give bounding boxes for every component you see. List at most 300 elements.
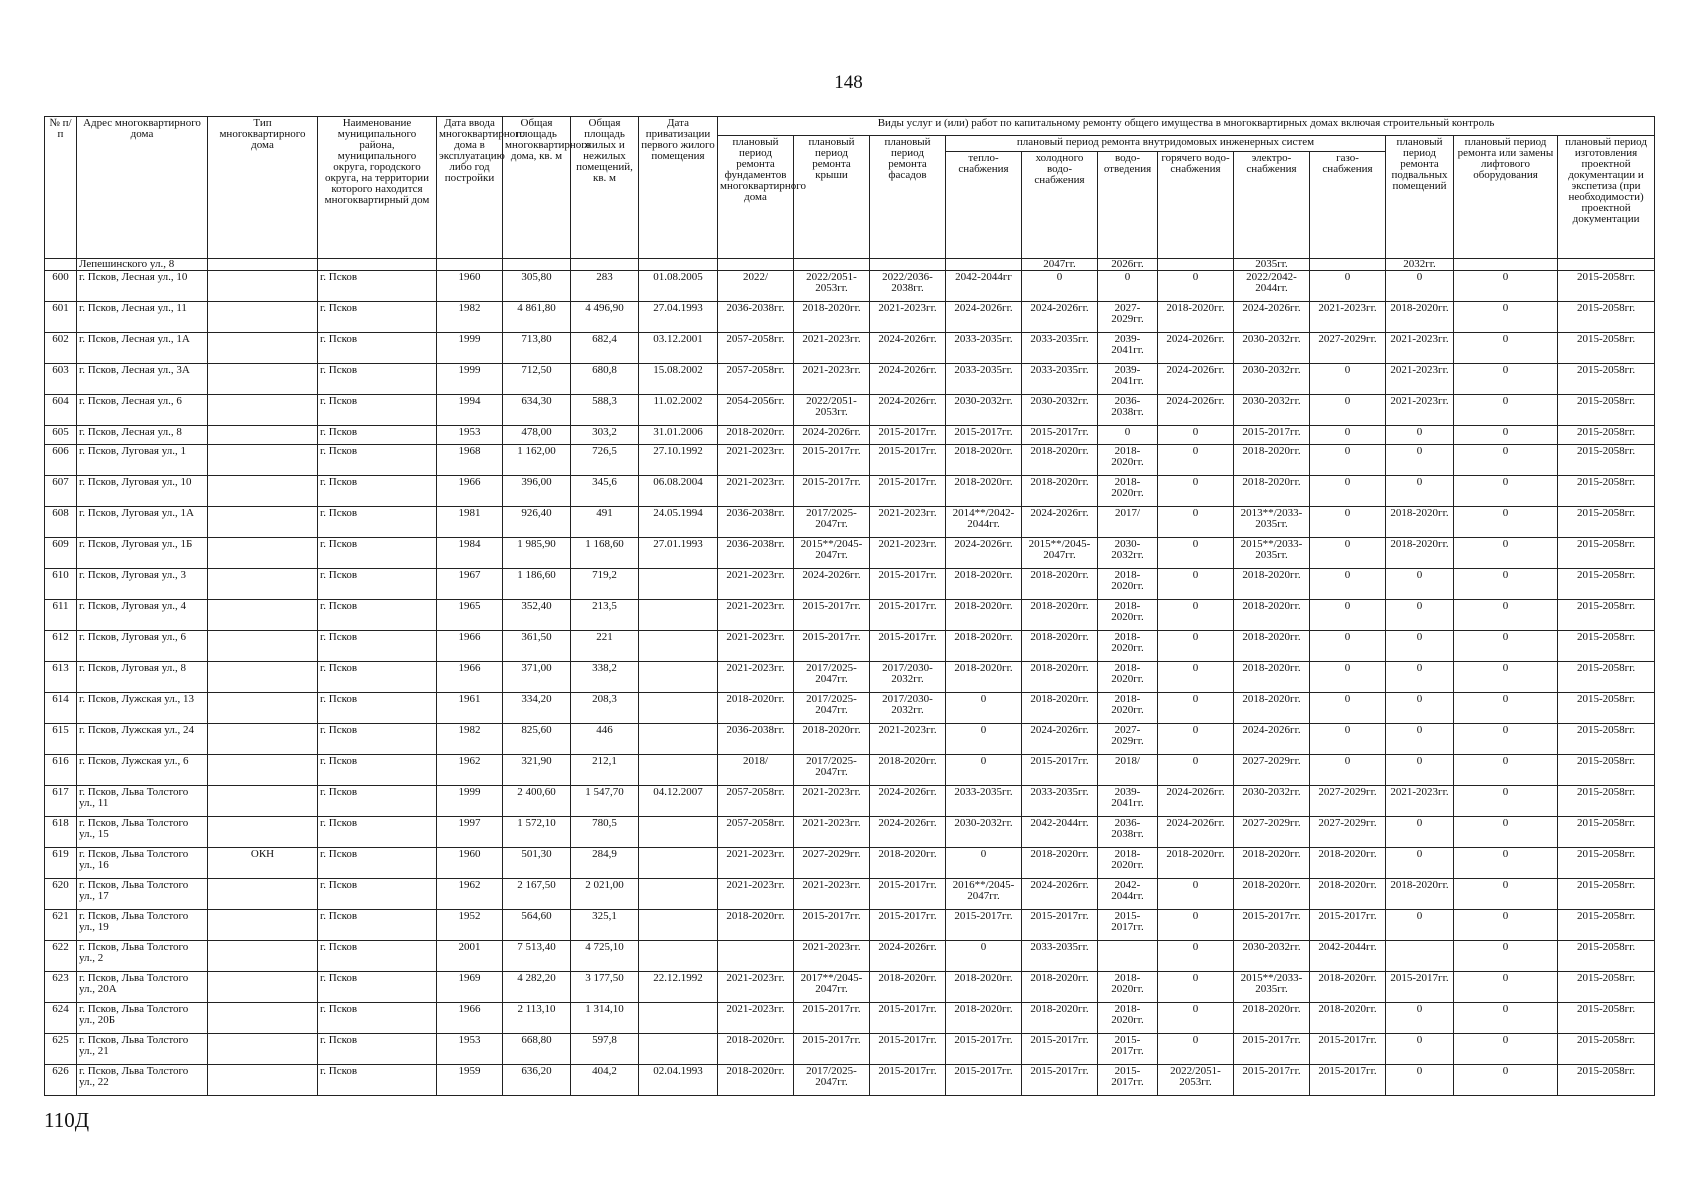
cell-electric: 2018-2020гг.: [1234, 879, 1310, 910]
cell-total-area: 396,00: [503, 476, 571, 507]
cell-electric: 2022/2042-2044гг.: [1234, 271, 1310, 302]
cell-hot-water: 0: [1158, 538, 1234, 569]
cell-foundation: 2018-2020гг.: [718, 693, 794, 724]
cell-total-area: 501,30: [503, 848, 571, 879]
cell-electric: 2015-2017гг.: [1234, 1065, 1310, 1096]
cell-project-docs: 2015-2058гг.: [1558, 364, 1655, 395]
cell-gas: 2021-2023гг.: [1310, 302, 1386, 333]
cell-heat: 2033-2035гг.: [946, 786, 1022, 817]
cell-gas: 2027-2029гг.: [1310, 786, 1386, 817]
cell-basement: 0: [1386, 1034, 1454, 1065]
cell-basement: 0: [1386, 600, 1454, 631]
cell-cold-water: 2018-2020гг.: [1022, 445, 1098, 476]
cell-gas: 0: [1310, 445, 1386, 476]
cell-municipality: г. Псков: [318, 1065, 437, 1096]
cell-gas: 0: [1310, 395, 1386, 426]
cell-elevator: 0: [1454, 1065, 1558, 1096]
cell-privatization: 02.04.1993: [639, 1065, 718, 1096]
cell-electric: 2030-2032гг.: [1234, 941, 1310, 972]
cell-privatization: [639, 848, 718, 879]
cell-drainage: 2036-2038гг.: [1098, 395, 1158, 426]
cell-basement: 0: [1386, 476, 1454, 507]
cell-facade: 2015-2017гг.: [870, 569, 946, 600]
cell-gas: 2018-2020гг.: [1310, 972, 1386, 1003]
cell-address: г. Псков, Лужская ул., 13: [77, 693, 208, 724]
cell-living-area: 4 496,90: [571, 302, 639, 333]
cell-num: 619: [45, 848, 77, 879]
cell-type: [208, 259, 318, 271]
cell-basement: 2021-2023гг.: [1386, 333, 1454, 364]
cell-total-area: 636,20: [503, 1065, 571, 1096]
header-municipality: Наименование муниципального района, муниципального округа, городского округа, на территории которого находится многоквартирный дом: [318, 117, 437, 259]
cell-roof: 2018-2020гг.: [794, 302, 870, 333]
cell-heat: 2016**/2045-2047гг.: [946, 879, 1022, 910]
cell-foundation: [718, 941, 794, 972]
cell-total-area: 1 162,00: [503, 445, 571, 476]
cell-project-docs: 2015-2058гг.: [1558, 786, 1655, 817]
cell-heat: 2033-2035гг.: [946, 364, 1022, 395]
cell-electric: 2018-2020гг.: [1234, 600, 1310, 631]
cell-project-docs: 2015-2058гг.: [1558, 724, 1655, 755]
cell-cold-water: 2018-2020гг.: [1022, 476, 1098, 507]
cell-num: 610: [45, 569, 77, 600]
cell-facade: 2024-2026гг.: [870, 395, 946, 426]
cell-hot-water: 0: [1158, 1003, 1234, 1034]
cell-foundation: 2021-2023гг.: [718, 600, 794, 631]
table-row: [45, 879, 1655, 910]
cell-elevator: 0: [1454, 271, 1558, 302]
cell-electric: 2018-2020гг.: [1234, 693, 1310, 724]
cell-heat: 2015-2017гг.: [946, 1065, 1022, 1096]
cell-address: г. Псков, Льва Толстого ул., 11: [77, 786, 208, 817]
cell-cold-water: 2042-2044гг.: [1022, 817, 1098, 848]
cell-year: 1966: [437, 631, 503, 662]
cell-project-docs: 2015-2058гг.: [1558, 1034, 1655, 1065]
cell-total-area: 668,80: [503, 1034, 571, 1065]
cell-privatization: [639, 1003, 718, 1034]
cell-year: 1982: [437, 724, 503, 755]
cell-heat: 2024-2026гг.: [946, 538, 1022, 569]
cell-total-area: 371,00: [503, 662, 571, 693]
cell-roof: 2021-2023гг.: [794, 941, 870, 972]
cell-gas: 0: [1310, 271, 1386, 302]
header-living-area: Общая площадь жилых и нежилых помещений, кв. м: [571, 117, 639, 259]
cell-year: 1984: [437, 538, 503, 569]
cell-gas: 0: [1310, 538, 1386, 569]
cell-project-docs: 2015-2058гг.: [1558, 693, 1655, 724]
cell-facade: 2024-2026гг.: [870, 786, 946, 817]
cell-type: [208, 786, 318, 817]
cell-total-area: 825,60: [503, 724, 571, 755]
cell-drainage: 2030-2032гг.: [1098, 538, 1158, 569]
cell-num: 624: [45, 1003, 77, 1034]
cell-facade: 2015-2017гг.: [870, 476, 946, 507]
cell-type: [208, 364, 318, 395]
cell-roof: 2021-2023гг.: [794, 364, 870, 395]
cell-year: 1999: [437, 364, 503, 395]
header-drainage: водо-отведения: [1098, 152, 1158, 259]
cell-facade: 2021-2023гг.: [870, 302, 946, 333]
cell-foundation: 2021-2023гг.: [718, 848, 794, 879]
cell-hot-water: 0: [1158, 879, 1234, 910]
cell-num: 609: [45, 538, 77, 569]
cell-roof: 2015-2017гг.: [794, 910, 870, 941]
cell-gas: 0: [1310, 426, 1386, 445]
cell-cold-water: 2018-2020гг.: [1022, 662, 1098, 693]
cell-elevator: 0: [1454, 600, 1558, 631]
cell-num: 618: [45, 817, 77, 848]
table-body: [45, 259, 1655, 1096]
cell-type: [208, 879, 318, 910]
cell-address: г. Псков, Лесная ул., 10: [77, 271, 208, 302]
cell-hot-water: 0: [1158, 693, 1234, 724]
cell-project-docs: 2015-2058гг.: [1558, 507, 1655, 538]
cell-basement: 0: [1386, 848, 1454, 879]
cell-privatization: [639, 910, 718, 941]
cell-living-area: 404,2: [571, 1065, 639, 1096]
cell-heat: 2018-2020гг.: [946, 631, 1022, 662]
cell-drainage: 2039-2041гг.: [1098, 786, 1158, 817]
cell-facade: 2015-2017гг.: [870, 1003, 946, 1034]
header-address: Адрес многоквартирного дома: [77, 117, 208, 259]
header-cold-water: холодного водо-снабжения: [1022, 152, 1098, 259]
cell-facade: 2017/2030-2032гг.: [870, 662, 946, 693]
cell-municipality: г. Псков: [318, 755, 437, 786]
cell-cold-water: 2047гг.: [1022, 259, 1098, 271]
cell-address: г. Псков, Льва Толстого ул., 17: [77, 879, 208, 910]
cell-facade: 2015-2017гг.: [870, 631, 946, 662]
cell-type: [208, 445, 318, 476]
cell-address: г. Псков, Льва Толстого ул., 16: [77, 848, 208, 879]
cell-elevator: 0: [1454, 910, 1558, 941]
cell-electric: 2018-2020гг.: [1234, 1003, 1310, 1034]
cell-hot-water: 2024-2026гг.: [1158, 395, 1234, 426]
cell-facade: 2015-2017гг.: [870, 426, 946, 445]
header-num: № п/п: [45, 117, 77, 259]
cell-elevator: 0: [1454, 476, 1558, 507]
cell-project-docs: 2015-2058гг.: [1558, 817, 1655, 848]
cell-roof: 2017**/2045-2047гг.: [794, 972, 870, 1003]
table-row: [45, 724, 1655, 755]
cell-cold-water: 2033-2035гг.: [1022, 941, 1098, 972]
cell-hot-water: 0: [1158, 755, 1234, 786]
cell-basement: 0: [1386, 271, 1454, 302]
cell-num: 616: [45, 755, 77, 786]
cell-basement: 0: [1386, 631, 1454, 662]
cell-foundation: 2018-2020гг.: [718, 426, 794, 445]
cell-elevator: 0: [1454, 1003, 1558, 1034]
cell-project-docs: [1558, 259, 1655, 271]
cell-elevator: 0: [1454, 1034, 1558, 1065]
cell-living-area: 1 168,60: [571, 538, 639, 569]
cell-num: 600: [45, 271, 77, 302]
table-row: [45, 364, 1655, 395]
cell-hot-water: 2024-2026гг.: [1158, 817, 1234, 848]
cell-cold-water: 2018-2020гг.: [1022, 1003, 1098, 1034]
cell-type: [208, 538, 318, 569]
cell-hot-water: [1158, 259, 1234, 271]
cell-basement: [1386, 941, 1454, 972]
table-row: [45, 445, 1655, 476]
cell-foundation: 2036-2038гг.: [718, 538, 794, 569]
cell-facade: 2021-2023гг.: [870, 538, 946, 569]
cell-living-area: 719,2: [571, 569, 639, 600]
cell-living-area: 726,5: [571, 445, 639, 476]
cell-address: г. Псков, Льва Толстого ул., 21: [77, 1034, 208, 1065]
cell-drainage: 2015-2017гг.: [1098, 1034, 1158, 1065]
cell-facade: 2015-2017гг.: [870, 910, 946, 941]
cell-project-docs: 2015-2058гг.: [1558, 910, 1655, 941]
cell-drainage: 0: [1098, 271, 1158, 302]
cell-heat: 0: [946, 941, 1022, 972]
cell-gas: 2015-2017гг.: [1310, 1065, 1386, 1096]
cell-gas: 2027-2029гг.: [1310, 817, 1386, 848]
cell-address: г. Псков, Лужская ул., 24: [77, 724, 208, 755]
cell-cold-water: 2033-2035гг.: [1022, 364, 1098, 395]
cell-gas: 0: [1310, 693, 1386, 724]
cell-project-docs: 2015-2058гг.: [1558, 879, 1655, 910]
cell-municipality: г. Псков: [318, 364, 437, 395]
cell-project-docs: 2015-2058гг.: [1558, 941, 1655, 972]
cell-type: [208, 302, 318, 333]
cell-roof: 2015-2017гг.: [794, 1034, 870, 1065]
cell-year: 1962: [437, 755, 503, 786]
cell-privatization: [639, 693, 718, 724]
cell-municipality: г. Псков: [318, 507, 437, 538]
cell-roof: 2027-2029гг.: [794, 848, 870, 879]
header-gas: газо-снабжения: [1310, 152, 1386, 259]
cell-total-area: [503, 259, 571, 271]
cell-num: 612: [45, 631, 77, 662]
cell-total-area: 926,40: [503, 507, 571, 538]
cell-num: 611: [45, 600, 77, 631]
header-engineering-group: плановый период ремонта внутридомовых инженерных систем: [946, 136, 1386, 152]
cell-privatization: 27.04.1993: [639, 302, 718, 333]
cell-year: 1953: [437, 426, 503, 445]
cell-roof: 2024-2026гг.: [794, 569, 870, 600]
cell-electric: 2030-2032гг.: [1234, 333, 1310, 364]
cell-basement: 2015-2017гг.: [1386, 972, 1454, 1003]
cell-electric: 2018-2020гг.: [1234, 631, 1310, 662]
cell-electric: 2015-2017гг.: [1234, 1034, 1310, 1065]
cell-heat: 2018-2020гг.: [946, 600, 1022, 631]
cell-num: 617: [45, 786, 77, 817]
cell-num: 602: [45, 333, 77, 364]
cell-hot-water: 0: [1158, 271, 1234, 302]
cell-municipality: г. Псков: [318, 662, 437, 693]
cell-total-area: 2 167,50: [503, 879, 571, 910]
cell-cold-water: 2030-2032гг.: [1022, 395, 1098, 426]
cell-type: [208, 817, 318, 848]
cell-living-area: 221: [571, 631, 639, 662]
cell-num: [45, 259, 77, 271]
cell-living-area: 682,4: [571, 333, 639, 364]
cell-cold-water: 2018-2020гг.: [1022, 631, 1098, 662]
cell-drainage: 2018-2020гг.: [1098, 600, 1158, 631]
cell-cold-water: 2015-2017гг.: [1022, 426, 1098, 445]
cell-num: 615: [45, 724, 77, 755]
cell-cold-water: 2018-2020гг.: [1022, 569, 1098, 600]
header-commission-date: Дата ввода многоквартирного дома в эксплуатацию либо год постройки: [437, 117, 503, 259]
cell-num: 622: [45, 941, 77, 972]
cell-elevator: [1454, 259, 1558, 271]
cell-living-area: 780,5: [571, 817, 639, 848]
cell-basement: 0: [1386, 662, 1454, 693]
cell-electric: 2015**/2033-2035гг.: [1234, 538, 1310, 569]
cell-cold-water: 2015-2017гг.: [1022, 1065, 1098, 1096]
cell-type: [208, 693, 318, 724]
cell-roof: 2015**/2045-2047гг.: [794, 538, 870, 569]
cell-year: 1960: [437, 848, 503, 879]
cell-roof: 2015-2017гг.: [794, 1003, 870, 1034]
cell-year: 1959: [437, 1065, 503, 1096]
cell-privatization: [639, 879, 718, 910]
cell-total-area: 712,50: [503, 364, 571, 395]
cell-municipality: г. Псков: [318, 333, 437, 364]
cell-roof: 2022/2051-2053гг.: [794, 271, 870, 302]
cell-basement: 0: [1386, 755, 1454, 786]
cell-hot-water: 0: [1158, 631, 1234, 662]
cell-drainage: 2015-2017гг.: [1098, 1065, 1158, 1096]
table-row: [45, 395, 1655, 426]
cell-living-area: 1 547,70: [571, 786, 639, 817]
cell-year: 1953: [437, 1034, 503, 1065]
cell-total-area: 564,60: [503, 910, 571, 941]
footer-code: 110Д: [44, 1108, 90, 1132]
cell-living-area: 213,5: [571, 600, 639, 631]
cell-drainage: 2018-2020гг.: [1098, 693, 1158, 724]
cell-cold-water: 0: [1022, 271, 1098, 302]
cell-living-area: 491: [571, 507, 639, 538]
cell-drainage: 2018-2020гг.: [1098, 848, 1158, 879]
cell-address: г. Псков, Льва Толстого ул., 20А: [77, 972, 208, 1003]
cell-cold-water: 2024-2026гг.: [1022, 879, 1098, 910]
cell-heat: 2018-2020гг.: [946, 445, 1022, 476]
cell-type: [208, 972, 318, 1003]
cell-basement: 0: [1386, 724, 1454, 755]
cell-type: [208, 662, 318, 693]
cell-type: [208, 724, 318, 755]
cell-address: г. Псков, Лесная ул., 6: [77, 395, 208, 426]
cell-living-area: 208,3: [571, 693, 639, 724]
cell-num: 603: [45, 364, 77, 395]
cell-foundation: 2036-2038гг.: [718, 302, 794, 333]
cell-year: 1994: [437, 395, 503, 426]
cell-address: г. Псков, Луговая ул., 1Б: [77, 538, 208, 569]
cell-foundation: 2021-2023гг.: [718, 476, 794, 507]
cell-drainage: [1098, 941, 1158, 972]
cell-address: г. Псков, Льва Толстого ул., 19: [77, 910, 208, 941]
cell-total-area: 4 861,80: [503, 302, 571, 333]
cell-living-area: 4 725,10: [571, 941, 639, 972]
cell-drainage: 2017/: [1098, 507, 1158, 538]
cell-address: г. Псков, Льва Толстого ул., 22: [77, 1065, 208, 1096]
cell-facade: [870, 259, 946, 271]
cell-basement: 0: [1386, 426, 1454, 445]
cell-privatization: 22.12.1992: [639, 972, 718, 1003]
cell-address: Лепешинского ул., 8: [77, 259, 208, 271]
cell-address: г. Псков, Луговая ул., 10: [77, 476, 208, 507]
cell-privatization: 31.01.2006: [639, 426, 718, 445]
cell-heat: 2030-2032гг.: [946, 395, 1022, 426]
cell-foundation: 2036-2038гг.: [718, 724, 794, 755]
cell-facade: 2018-2020гг.: [870, 848, 946, 879]
cell-roof: [794, 259, 870, 271]
cell-type: [208, 910, 318, 941]
cell-type: [208, 507, 318, 538]
cell-municipality: г. Псков: [318, 302, 437, 333]
header-roof: плановый период ремонта крыши: [794, 136, 870, 259]
cell-gas: 2042-2044гг.: [1310, 941, 1386, 972]
cell-living-area: 1 314,10: [571, 1003, 639, 1034]
cell-facade: 2024-2026гг.: [870, 941, 946, 972]
cell-privatization: [639, 941, 718, 972]
header-total-area: Общая площадь многоквартирного дома, кв. м: [503, 117, 571, 259]
table-row: [45, 569, 1655, 600]
cell-hot-water: 0: [1158, 1034, 1234, 1065]
cell-year: 1952: [437, 910, 503, 941]
cell-living-area: 338,2: [571, 662, 639, 693]
cell-living-area: 597,8: [571, 1034, 639, 1065]
capital-repair-table: [44, 116, 1655, 1096]
cell-privatization: 04.12.2007: [639, 786, 718, 817]
table-row: [45, 1065, 1655, 1096]
cell-gas: 0: [1310, 631, 1386, 662]
cell-municipality: г. Псков: [318, 693, 437, 724]
cell-municipality: г. Псков: [318, 1034, 437, 1065]
cell-living-area: 680,8: [571, 364, 639, 395]
cell-facade: 2015-2017гг.: [870, 1065, 946, 1096]
cell-drainage: 2039-2041гг.: [1098, 333, 1158, 364]
cell-foundation: 2021-2023гг.: [718, 631, 794, 662]
cell-basement: 0: [1386, 693, 1454, 724]
cell-address: г. Псков, Луговая ул., 3: [77, 569, 208, 600]
cell-foundation: 2018-2020гг.: [718, 1065, 794, 1096]
cell-type: [208, 1003, 318, 1034]
header-foundation: плановый период ремонта фундаментов многоквартирного дома: [718, 136, 794, 259]
cell-address: г. Псков, Льва Толстого ул., 15: [77, 817, 208, 848]
cell-gas: 2018-2020гг.: [1310, 1003, 1386, 1034]
cell-basement: 2021-2023гг.: [1386, 786, 1454, 817]
cell-total-area: 2 400,60: [503, 786, 571, 817]
cell-foundation: 2021-2023гг.: [718, 569, 794, 600]
cell-num: 607: [45, 476, 77, 507]
cell-basement: 2018-2020гг.: [1386, 507, 1454, 538]
cell-drainage: 2018-2020гг.: [1098, 972, 1158, 1003]
cell-basement: 0: [1386, 445, 1454, 476]
cell-roof: 2021-2023гг.: [794, 786, 870, 817]
cell-hot-water: 2024-2026гг.: [1158, 786, 1234, 817]
cell-basement: 2021-2023гг.: [1386, 364, 1454, 395]
cell-cold-water: 2018-2020гг.: [1022, 693, 1098, 724]
cell-heat: 2018-2020гг.: [946, 972, 1022, 1003]
cell-type: [208, 395, 318, 426]
cell-type: [208, 569, 318, 600]
cell-type: [208, 1065, 318, 1096]
cell-cold-water: 2024-2026гг.: [1022, 724, 1098, 755]
cell-foundation: 2021-2023гг.: [718, 662, 794, 693]
cell-electric: 2035гг.: [1234, 259, 1310, 271]
cell-heat: 2033-2035гг.: [946, 333, 1022, 364]
cell-municipality: г. Псков: [318, 817, 437, 848]
cell-cold-water: 2015-2017гг.: [1022, 910, 1098, 941]
cell-type: [208, 476, 318, 507]
cell-cold-water: 2018-2020гг.: [1022, 600, 1098, 631]
cell-roof: 2017/2025-2047гг.: [794, 507, 870, 538]
cell-foundation: 2021-2023гг.: [718, 445, 794, 476]
cell-basement: 2018-2020гг.: [1386, 879, 1454, 910]
cell-heat: 2015-2017гг.: [946, 426, 1022, 445]
